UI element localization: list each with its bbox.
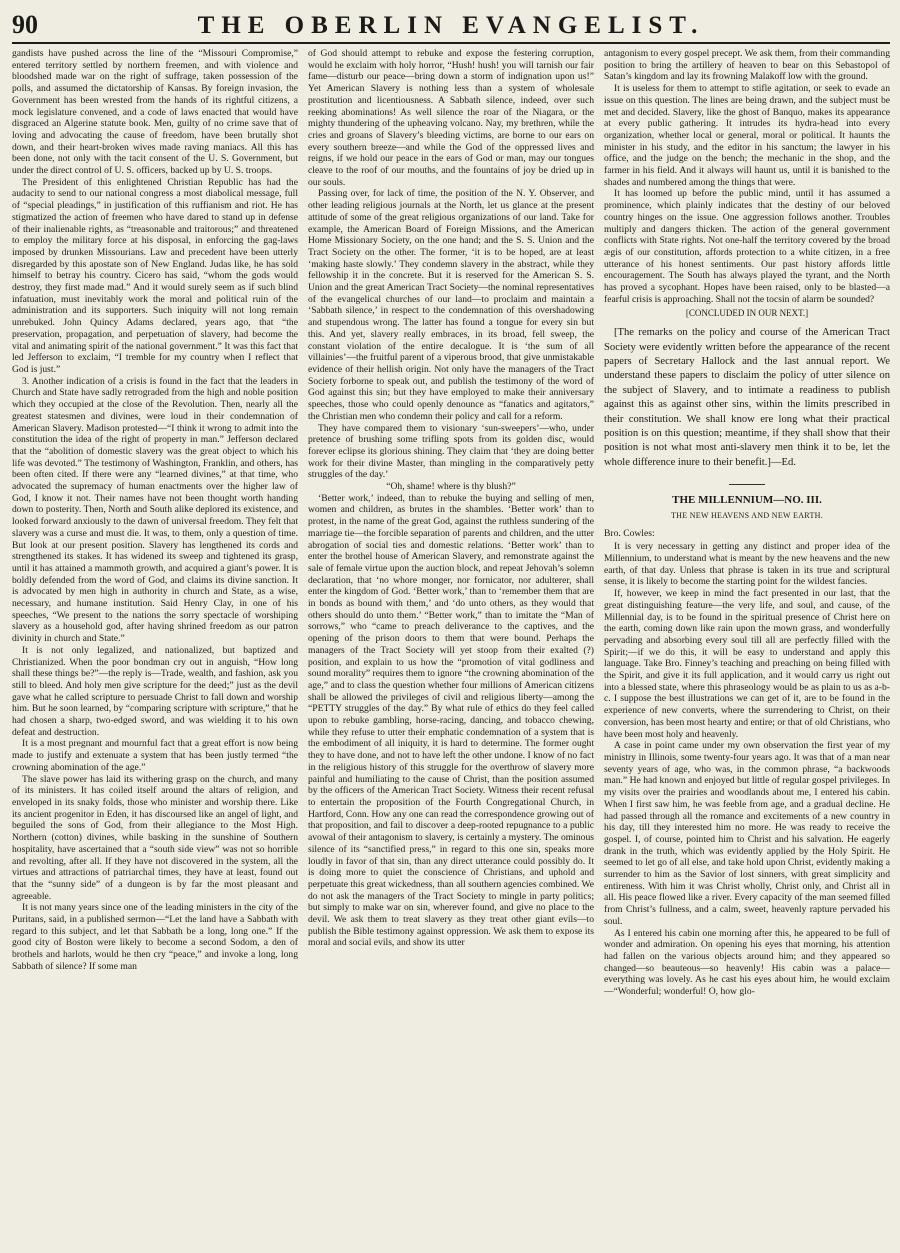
quote-line: “Oh, shame! where is thy blush?” <box>386 481 516 493</box>
paragraph: gandists have pushed across the line of the “Missouri Compromise,” entered territory settled by northern freemen, and with violence and bloodshed made war on the right of suffrage, taken possession of the polls, and assumed the dictatorship of Kansas. By foreign invasion, the Government has been wrested from the hands of its rightful citizens, a mock legislature convened, and a code of laws enacted that would have disgraced an Algerine statute book. Men, guilty of no crime save that of loving and advocating the cause of freedom, have been brutally shot down, and their heart-broken wives made raving maniacs. All this has been done, not only with the tacit consent of the U. S. Government, but under the direct control of U. S. officers, backed up by U. S. troops. <box>12 48 298 177</box>
article-title: THE MILLENNIUM—NO. III. <box>672 494 822 507</box>
page-number: 90 <box>12 10 38 39</box>
columns <box>12 48 890 1248</box>
salutation: Bro. Cowles: <box>604 527 655 539</box>
paragraph: The slave power has laid its withering grasp on the church, and many of its ministers. It has coiled itself around the altars of religion, and enveloped in its snaky folds, those who minister and worship there. Like its ancient progenitor in Eden, it has discoursed like an angel of light, and beguiled the sons of God, from their allegiance to the Most High. Northern (cotton) divines, while basking in the sunshine of Southern hospitality, have ascertained that a “south side view” was not so horrible and revolting, after all. If they have not discovered in the system, all the virtues and attractions of patriarchal times, they have at least, found out that the “sunny side” of a dungeon is by far the most pleasant and agreeable. <box>12 773 298 902</box>
paragraph: They have compared them to visionary ‘sun-sweepers’—who, under pretence of brushing some trifling spots from its golden disc, would forever eclipse its glorious shining. They claim that ‘they are doing better work for their divine Master, than mingling in the comparatively petty struggles of the day.’ <box>308 422 594 481</box>
paragraph: It is very necessary in getting any distinct and proper idea of the Millennium, to understand what is meant by the new heavens and the new earth, of that day. Unless that phrase is taken in its true and scriptural sense, it is likely to become the starting point for the wildest fancies. <box>604 541 890 588</box>
column-3 <box>604 48 890 1248</box>
paragraph: 3. Another indication of a crisis is found in the fact that the leaders in Church and State have sadly retrograded from the high and noble position which they occupied at the close of the Revolution. Then, nearly all the greatest statesmen and divines, were loud in their condemnation of American Slavery. Madison protested—“I think it wrong to admit into the constitution the idea of the right of property in man.” Jefferson declared that the “abolition of domestic slavery was the great object to which his life was devoted.” The testimony of Washington, Franklin, and others, has been often cited. If there were any “learned divines,” at that time, who advocated the supremacy of human enactments over the higher law of God, I know it not. Their names have not been thought worth handing down to posterity. Then, North and South alike deplored its existence, and looked forward anxiously to the dawn of universal freedom. They felt that slavery was a curse and must die. It was, to them, only a question of time. But look at our present position. Slavery has lengthened its cords and strengthened its stakes. It has widened its sweep and tightened its grasp, until it has attained a mammoth growth, and acquired a giant’s power. It is boldly defended from the word of God, and claims its divine sanction. It is advocated by men high in authority in church and State, as a wise, necessary, and humane institution. Said Henry Clay, in one of his speeches, “We present to the nations the sorry spectacle of worshiping slavery as a household god, after having shrined freedom as our patron divinity in church and State.” <box>12 375 298 645</box>
paragraph: If, however, we keep in mind the fact presented in our last, that the great distinguishing feature—the very life, and soul, and cause, of the Millennial day, is to be found in the spiritual presence of Christ here on the earth, coming down like rain upon the mown grass, and wonderfully pervading and absorbing every soul till all are perfectly filled with the Spirit;—if we do this, it will be easy to understand and apply this language. Take Bro. Finney’s teaching and preaching on being filled with the Spirit, and give it its full application, and it would carry us right out into a blessed state, where this phraseology would be as plain to us as a-b-c. I suppose the best illustrations we can get of it, are to be found in the experience of new converts, where the surrendering to Christ, on their conversion, has been most hearty and entire; or that of old Christians, who have been most holy and heavenly. <box>604 588 890 740</box>
paragraph: It is not only legalized, and nationalized, but baptized and Christianized. When the poor bondman cry out in anguish, “How long shall these things be?”—the reply is—Trade, wealth, and fashion, ask you still to bleed. And holy men give scripture for the deed;” just as the devil gave what he called scripture to persuade Christ to fall down and worship him. But he soon learned, by “comparing scripture with scripture,” that he had chosen a sharp, two-edged sword, and was wielding it to his own defeat and destruction. <box>12 644 298 738</box>
paragraph: It is useless for them to attempt to stifle agitation, or seek to evade an issue on this question. The lines are being drawn, and the subject must be met and decided. Slavery, like the ghost of Banquo, makes its appearance at every public gathering. It intrudes its hydra-head into every organization, whether local or general, moral or political. It haunts the minister in his study, and the editor in his sanctum; the lawyer in his office, and the judge on the bench; the mechanic in the shop, and the farmer in his field. And it always will haunt us, until it is banished to the shades and numbered among the things that were. <box>604 83 890 188</box>
paragraph: antagonism to every gospel precept. We ask them, from their commanding position to bring the artillery of heaven to bear on this Sebastopol of Satan’s kingdom and lay its frowning Malakoff low with the ground. <box>604 48 890 83</box>
paragraph: of God should attempt to rebuke and expose the festering corruption, would he exclaim with holy horror, “Hush! hush! you will tarnish our fair fame—disturb our peace—bring down a storm of indignation upon us!” Yet American Slavery is nothing less than a system of wholesale prostitution and licentiousness. A Sabbath silence, indeed, over such reeking abominations! As well silence the roar of the Niagara, or the mighty thundering of the upheaving volcano. Nay, my brethren, while the cries and groans of Slavery’s bleeding victims, are borne to our ears on every southern breeze—and while the God of the oppressed lives and reigns, if we hold our peace in the ears of God or man, may our tongues cleave to the roof of our mouths, and the fountains of joy be dried up in our souls. <box>308 48 594 188</box>
column-1 <box>12 48 298 1248</box>
masthead <box>12 6 890 44</box>
paragraph: ‘Better work,’ indeed, than to rebuke the buying and selling of men, women and children, as brutes in the shambles. ‘Better work’ than to protest, in the name of the great God, against the ruthless sundering of the marriage tie—the forcible separation of parents and children, and the utter abrogation of social ties and domestic relations. ‘Better work’ than to enter the brothel house of American Slavery, and remonstrate against the sale of female virtue upon the auction block, and repeat Jehovah’s solemn declaration, that ‘no whore monger, nor fornicator, nor adulterer, shall enter the kingdom of God. ‘Better work,’ than to ‘remember them that are in bonds as bound with them,’ and ‘do unto others, as they would that others should do unto them.’ “Better work,” than to imitate the “Man of sorrows,” who “came to preach deliverance to the captives, and the opening of the prison doors to them that were bound. Perhaps the managers of the Tract Society will yet stoop from their exalted (?) position, and explain to us how the “promotion of vital godliness and sound morality” requires them to ignore “the crowning abomination of the age,” and to class the question whether four millions of American citizens shall be allowed the privileges of civil and religious liberty—among the “PETTY struggles of the day.” By what rule of ethics do they feel called upon to rebuke gambling, horse-racing, dancing, and tobacco chewing, while they refuse to utter their emphatic condemnation of a system that is the embodiment of all iniquity, it is hard to determine. The former ought they to have done, and not to have left the other undone. I know of no fact in the religious history of this struggle for the overthrow of slavery more painful and humiliating to the cause of Christ, than the position assumed by the officers of the American Tract Society. Witness their recent refusal to entertain the proposition of the Fourth Congregational Church, in Hartford, Conn. How any one can read the correspondence growing out of that proposition, and fail to discover a deep-rooted repugnance to a public avowal of their antagonism to slavery, is certainly a mystery. The ominous silence of its “sanctified press,” in regard to this one sin, speaks more loudly in favor of that sin, than any direct utterance could possibly do. It is doing more to quiet the conscience of Christians, and uphold and perpetuate this great wickedness, than all southern agencies combined. We do not ask the managers of the Tract Society to mingle in party politics; but simply to make war on sin, wherever found, and give no place to the devil. We ask them to treat slavery as they treat other giant evils—to publish the Bible testimony against oppression. We ask them to expose its moral and social evils, and show its utter <box>308 492 594 949</box>
column-2 <box>308 48 594 1248</box>
paragraph: It is a most pregnant and mournful fact that a great effort is now being made to justify and extenuate a system that has been justly termed “the crowning abomination of the age.” <box>12 738 298 773</box>
paragraph: Passing over, for lack of time, the position of the N. Y. Observer, and other leading religious journals at the North, let us glance at the present attitude of some of the great religious organizations of our land. Take for example, the American Board of Foreign Missions, and the American Home Missionary Society, on the one hand; and the S. S. Union and the Tract Society on the other. The former, ‘it is to be hoped, are at least ‘making haste slowly.’ They condemn slavery in the abstract, while they fellowship it in the concrete. But it is reserved for the American S. S. Union and the great American Tract Society—the nominal representatives of the evangelical churches of our land—to proclaim and maintain a ‘Sabbath silence,’ in respect to the condemnation of this overshadowing and stupendous wrong. The latter has found a tongue for every sin but this. And yet, slavery really embraces, in its broad, fell sweep, the constant violation of the entire decalogue. It is ‘the sum of all villainies’—the fruitful parent of a viperous brood, that give unmistakable evidence of their hellish origin. Not only have the managers of the Tract Society forborne to speak out, and publish the testimony of the word of God against this sin; but they have employed to make their anniversary speeches, those who could openly denounce as “fanatics and agitators,” the Christian men who condemn their policy and call for a reform. <box>308 188 594 422</box>
continuation-note: [CONCLUDED IN OUR NEXT.] <box>685 308 809 319</box>
paragraph: It is not many years since one of the leading ministers in the city of the Puritans, said, in a published sermon—“Let the land have a Sabbath with regard to this subject, and let that Sabbath be a long, long one.” If the good city of Boston were likely to become a second Sodom, a den of brothels and harlots, would he then cry “peace,” and invoke a long, long Sabbath of silence? If some man <box>12 902 298 972</box>
editor-note: [The remarks on the policy and course of the American Tract Society were evidently written before the appearance of the recent papers of Secretary Hallock and the last annual report. We understand these papers to disclaim the policy of utter silence on the subject of Slavery, and to intimate a readiness to publish against this as against other sins, within the limits prescribed in their constitution. We shall know ere long what their practical position is on this question; meantime, if they shall show that their position is not what most anti-slavery men think it to be, let the whole difference inure to their benefit.]—Ed. <box>604 327 890 468</box>
paragraph: A case in point came under my own observation the first year of my ministry in Illinois, some twenty-four years ago. It was that of a man near seventy years of age, who was, in the common phrase, “a backwoods man.” He had known and enjoyed but little of regular gospel privileges. In my visits over the prairies and woodlands about me, I entered his cabin. When I first saw him, he was feeble from age, and a gradual decline. He had passed through all the romance and excitements of a new country in his day, till they interested him no more. He was ready to receive the gospel. I, of course, pointed him to Christ and his salvation. He eagerly drank in the truth, which was evidently applied by the Holy Spirit. He seemed to let go of all else, and take hold upon Christ, evidently making a surrender to him as the Savior of lost sinners, with great simplicity and entireness. With him it was Christ wholly, Christ only, and Christ all in all. His peace flowed like a river. Every capacity of the man seemed filled from Christ’s fullness, and a calm, sweet, heavenly rapture pervaded his soul. <box>604 740 890 927</box>
section-divider <box>729 484 765 485</box>
newspaper-title: THE OBERLIN EVANGELIST. <box>197 12 705 39</box>
article-subtitle: THE NEW HEAVENS AND NEW EARTH. <box>670 510 824 520</box>
paragraph: As I entered his cabin one morning after this, he appeared to be full of wonder and admiration. On opening his eyes that morning, his attention had fallen on the various objects around him; and they appeared so changed—so beauteous—so heavenly! His cabin was a palace—everything was lovely. As he cast his eyes about him, he would exclaim—“Wonderful; wonderful! O, how glo- <box>604 927 890 998</box>
paragraph: The President of this enlightened Christian Republic has had the audacity to send to our national congress a most diabolical message, full of “special pleadings,” in justification of this ruffianism and riot. He has stigmatized the action of freemen who have dared to stand up in defense of their inalienable rights, as “treasonable and traitorous;” and threatened to employ the military force at his disposal, in enforcing the gag-laws imposed by drunken Missourians. Law and precedent have been utterly disregarded by this apostate son of New England. Judas like, he has sold himself to betray his country. Cicero has said, “whom the gods would destroy, they first made mad.” And it would surely seem as if such blind infatuation, must inevitably work the moral and political ruin of the administration and its supporters. Such iniquity will not long remain unrebuked. John Quincy Adams declared, years ago, that “the preservation, propagation, and perpetuation of slavery, had become the vital and animating spirit of the national government.” It was this fact that led Jefferson to exclaim, “I tremble for my country when I reflect that God is just.” <box>12 176 298 375</box>
paragraph: It has loomed up before the public mind, until it has assumed a prominence, which plainly indicates that the destiny of our beloved country hinges on the issue. One aggression follows another. Troubles multiply and dangers thicken. The action of the general government conflicts with State rights. Not one-half the territory covered by the broad ægis of our constitution, affords protection to a white citizen, in a free utterance of his honest sentiments. Our past history affords little encouragement. The South has always played the tyrant, and the North has proved a sycophant. Hopes have been raised, only to be blasted—a fearful crisis is approaching. Shall not the tocsin of alarm be sounded? <box>604 188 890 305</box>
